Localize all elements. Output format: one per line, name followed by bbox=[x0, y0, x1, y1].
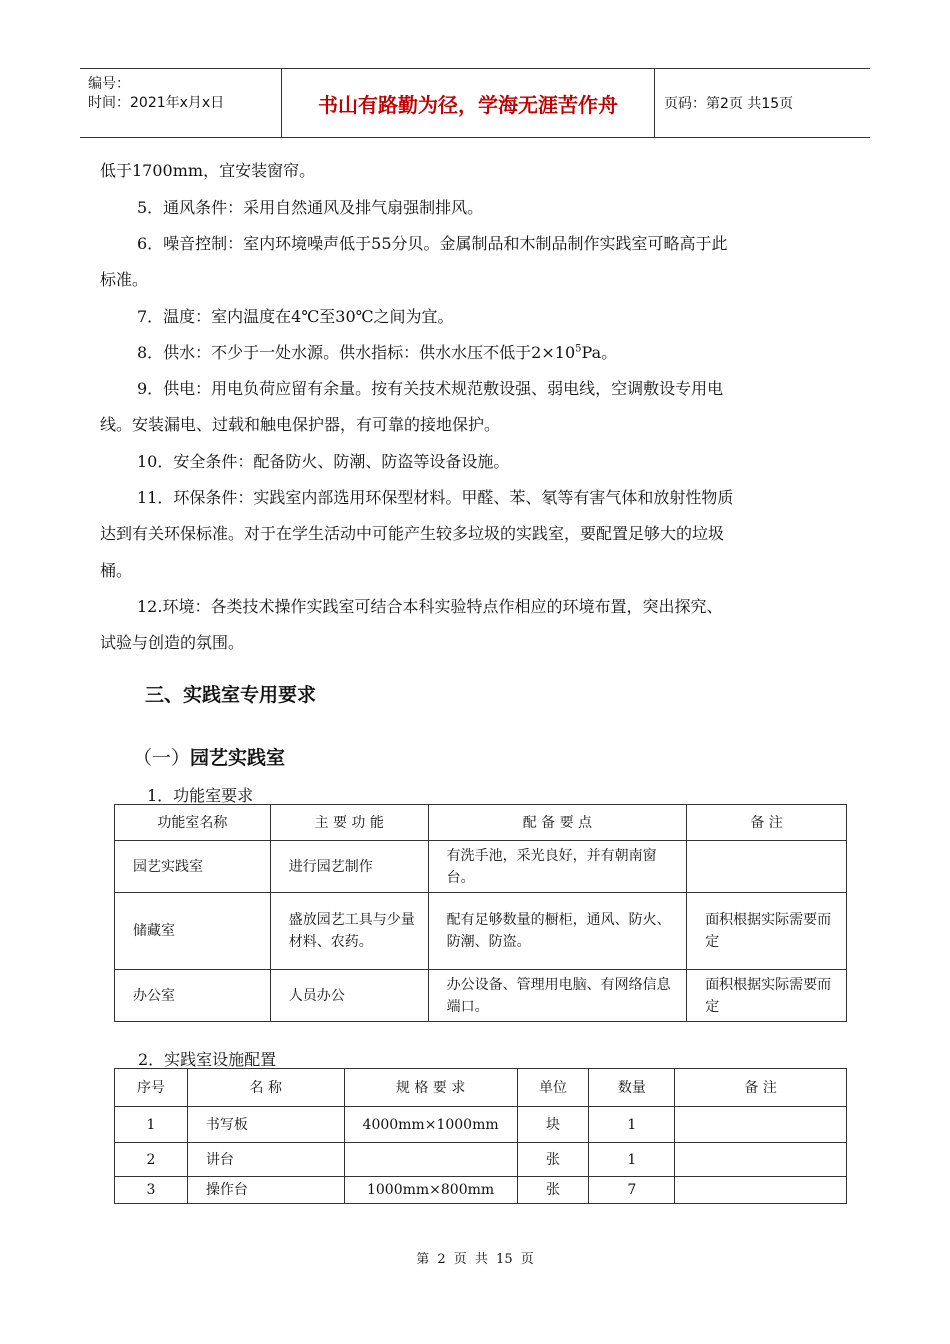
table-cell: 1 bbox=[589, 1107, 675, 1143]
table-cell: 面积根据实际需要而定 bbox=[687, 970, 847, 1022]
table-row bbox=[115, 1107, 847, 1143]
header-motto: 书山有路勤为径，学海无涯苦作舟 bbox=[281, 69, 655, 137]
table-cell: 盛放园艺工具与少量材料、农药。 bbox=[270, 893, 428, 970]
table-cell: 操作台 bbox=[187, 1177, 344, 1204]
table-row bbox=[115, 1143, 847, 1177]
table-cell bbox=[675, 1107, 847, 1143]
table-cell: 人员办公 bbox=[270, 970, 428, 1022]
table-cell: 张 bbox=[517, 1177, 589, 1204]
table-cell bbox=[675, 1143, 847, 1177]
table-cell: 办公室 bbox=[115, 970, 271, 1022]
page-footer: 第 2 页 共 15 页 bbox=[416, 1252, 534, 1267]
table-cell bbox=[687, 841, 847, 893]
table-cell: 办公设备、管理用电脑、有网络信息端口。 bbox=[428, 970, 687, 1022]
table-cell bbox=[675, 1177, 847, 1204]
header-page-info: 页码：第2页 共15页 bbox=[664, 96, 794, 112]
subsection-title bbox=[133, 743, 285, 770]
table-header-cell: 序号 bbox=[115, 1069, 188, 1107]
table-header-cell: 主 要 功 能 bbox=[270, 805, 428, 841]
table-cell: 7 bbox=[589, 1177, 675, 1204]
table-header-cell: 名 称 bbox=[187, 1069, 344, 1107]
table-header-cell: 单位 bbox=[517, 1069, 589, 1107]
table-cell: 2 bbox=[115, 1143, 188, 1177]
table-cell: 1 bbox=[115, 1107, 188, 1143]
table-cell: 进行园艺制作 bbox=[270, 841, 428, 893]
table1-caption: 1．功能室要求 bbox=[147, 786, 254, 805]
table-row bbox=[115, 970, 847, 1022]
table-cell: 1000mm×800mm bbox=[344, 1177, 517, 1204]
body-line: 标准。 bbox=[100, 270, 149, 289]
table-cell: 3 bbox=[115, 1177, 188, 1204]
table2-caption: 2．实践室设施配置 bbox=[138, 1050, 277, 1069]
header-meta bbox=[80, 69, 280, 137]
table-row bbox=[115, 841, 847, 893]
table-cell: 4000mm×1000mm bbox=[344, 1107, 517, 1143]
table-cell: 块 bbox=[517, 1107, 589, 1143]
table-cell: 面积根据实际需要而定 bbox=[687, 893, 847, 970]
time-label: 时间：2021年x月x日 bbox=[88, 95, 225, 111]
table-cell: 讲台 bbox=[187, 1143, 344, 1177]
item8-exponent: 5 bbox=[575, 343, 582, 355]
body-line: 11．环保条件：实践室内部选用环保型材料。甲醛、苯、氡等有害气体和放射性物质 bbox=[137, 488, 734, 507]
item8-text: 8．供水：不少于一处水源。供水指标：供水水压不低于2×10 bbox=[137, 343, 576, 362]
table-header-cell: 备 注 bbox=[675, 1069, 847, 1107]
table-cell: 有洗手池，采光良好，并有朝南窗台。 bbox=[428, 841, 687, 893]
subsection-name: 园艺实践室 bbox=[190, 747, 286, 769]
table-header-cell: 规 格 要 求 bbox=[344, 1069, 517, 1107]
item8-unit: Pa。 bbox=[581, 343, 618, 362]
facility-config-table bbox=[114, 1068, 847, 1204]
table-header-cell: 功能室名称 bbox=[115, 805, 271, 841]
body-line: 7．温度：室内温度在4℃至30℃之间为宜。 bbox=[137, 307, 454, 326]
subsection-prefix: （一） bbox=[133, 747, 191, 769]
table-cell bbox=[344, 1143, 517, 1177]
section-title: 三、实践室专用要求 bbox=[145, 684, 317, 706]
body-line: 9．供电：用电负荷应留有余量。按有关技术规范敷设强、弱电线，空调敷设专用电 bbox=[137, 379, 724, 398]
body-line: 10．安全条件：配备防火、防潮、防盗等设备设施。 bbox=[137, 452, 510, 471]
serial-label: 编号： bbox=[88, 76, 130, 92]
table-header-cell: 配 备 要 点 bbox=[428, 805, 687, 841]
table-cell: 储藏室 bbox=[115, 893, 271, 970]
table-row bbox=[115, 1177, 847, 1204]
body-line: 桶。 bbox=[100, 561, 133, 580]
body-line: 试验与创造的氛围。 bbox=[100, 633, 245, 652]
body-line: 6．噪音控制：室内环境噪声低于55分贝。金属制品和木制品制作实践室可略高于此 bbox=[137, 234, 728, 253]
table-cell: 书写板 bbox=[187, 1107, 344, 1143]
body-line bbox=[137, 343, 617, 363]
page-header bbox=[80, 68, 870, 138]
table-cell: 配有足够数量的橱柜，通风、防火、防潮、防盗。 bbox=[428, 893, 687, 970]
function-room-table bbox=[114, 804, 847, 1022]
table-row bbox=[115, 893, 847, 970]
table-header-cell: 数量 bbox=[589, 1069, 675, 1107]
table-header-cell: 备 注 bbox=[687, 805, 847, 841]
body-line: 12.环境：各类技术操作实践室可结合本科实验特点作相应的环境布置，突出探究、 bbox=[137, 597, 723, 616]
body-line: 达到有关环保标准。对于在学生活动中可能产生较多垃圾的实践室，要配置足够大的垃圾 bbox=[100, 524, 725, 543]
table-cell: 张 bbox=[517, 1143, 589, 1177]
table-cell: 1 bbox=[589, 1143, 675, 1177]
body-line: 线。安装漏电、过载和触电保护器，有可靠的接地保护。 bbox=[100, 415, 501, 434]
body-line: 5．通风条件：采用自然通风及排气扇强制排风。 bbox=[137, 198, 484, 217]
body-line: 低于1700mm，宜安装窗帘。 bbox=[100, 161, 316, 180]
table-header-row bbox=[115, 1069, 847, 1107]
table-cell: 园艺实践室 bbox=[115, 841, 271, 893]
table-header-row bbox=[115, 805, 847, 841]
